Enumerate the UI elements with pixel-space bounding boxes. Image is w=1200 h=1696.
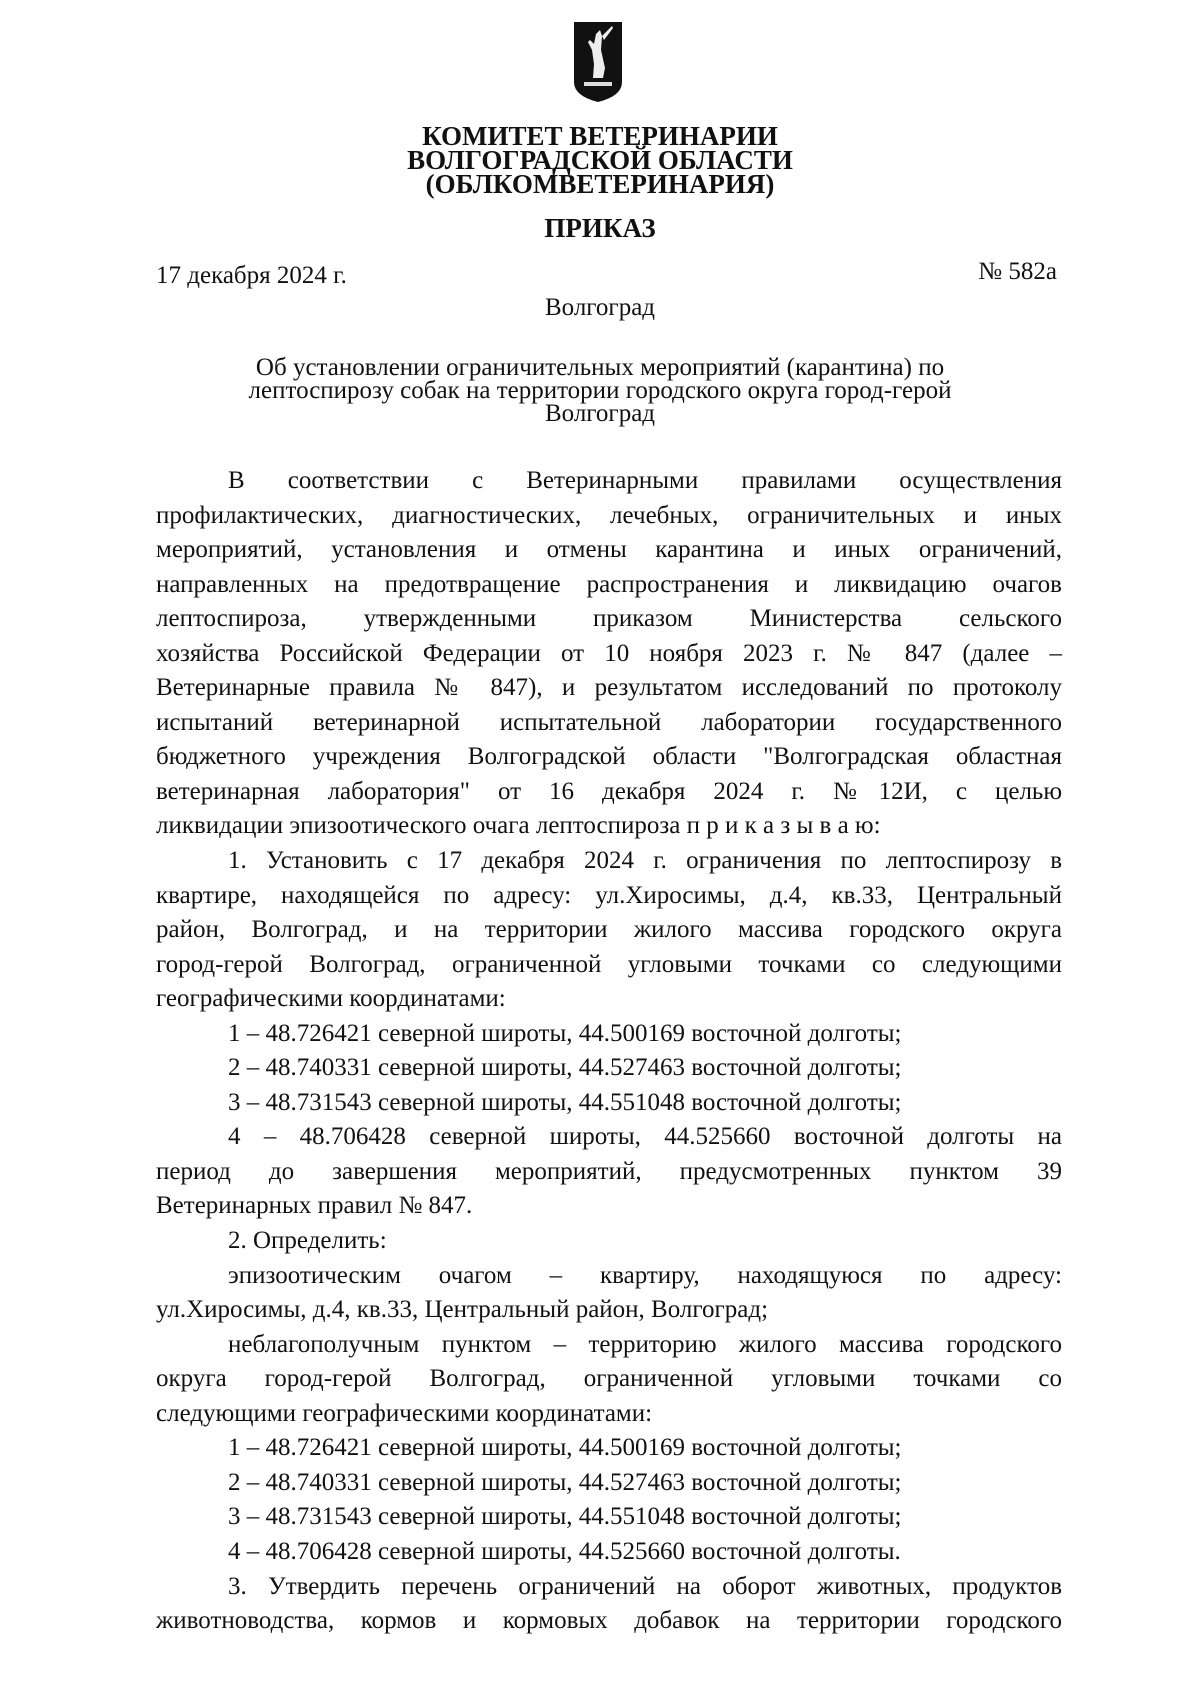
title-line-1: Об установлении ограничительных мероприятий (карантина) по bbox=[255, 354, 945, 381]
body-line: географическими координатами: bbox=[156, 985, 506, 1013]
body-line: район, Волгоград, и на территории жилого массива городского округа bbox=[156, 916, 1062, 944]
body-line: профилактических, диагностических, лечебных, ограничительных и иных bbox=[156, 501, 1062, 529]
body-line: 2 – 48.740331 северной широты, 44.527463 восточной долготы; bbox=[228, 1054, 902, 1082]
organization-name bbox=[0, 121, 1200, 199]
body-line: лептоспироза, утвержденными приказом Министерства сельского bbox=[156, 605, 1062, 633]
document-date: 17 декабря 2024 г. bbox=[156, 262, 347, 289]
body-line: период до завершения мероприятий, предусмотренных пунктом 39 bbox=[156, 1157, 1062, 1185]
body-line: ветеринарная лаборатория" от 16 декабря 2024 г. №12И, с целью bbox=[156, 777, 1062, 805]
org-line-1: КОМИТЕТ ВЕТЕРИНАРИИ bbox=[422, 121, 778, 151]
body-line: ул.Хиросимы, д.4, кв.33, Центральный район, Волгоград; bbox=[156, 1296, 769, 1324]
org-line-2: ВОЛГОГРАДСКОЙ ОБЛАСТИ bbox=[407, 145, 793, 175]
body-line: округа город-герой Волгоград, ограниченной угловыми точками со bbox=[156, 1365, 1062, 1393]
body-line: 1 – 48.726421 северной широты, 44.500169 восточной долготы; bbox=[228, 1019, 902, 1047]
body-line: направленных на предотвращение распространения и ликвидацию очагов bbox=[156, 570, 1062, 598]
body-line: город-герой Волгоград, ограниченной угловыми точками со следующими bbox=[156, 950, 1062, 978]
body-line: 4 – 48.706428 северной широты, 44.525660 восточной долготы на bbox=[228, 1123, 1062, 1151]
body-line: животноводства, кормов и кормовых добавок на территории городского bbox=[156, 1607, 1062, 1635]
document-type: ПРИКАЗ bbox=[544, 213, 656, 243]
org-line-3: (ОБЛКОМВЕТЕРИНАРИЯ) bbox=[425, 169, 775, 199]
body-line: неблагополучным пунктом – территорию жилого массива городского bbox=[228, 1330, 1062, 1358]
body-line: В соответствии с Ветеринарными правилами осуществления bbox=[228, 467, 1062, 494]
body-line: мероприятий, установления и отмены карантина и иных ограничений, bbox=[156, 536, 1062, 564]
body-line: Ветеринарные правила № 847), и результатом исследований по протоколу bbox=[156, 674, 1062, 702]
body-line: 3 – 48.731543 северной широты, 44.551048 восточной долготы; bbox=[228, 1088, 902, 1116]
body-line: хозяйства Российской Федерации от 10 ноября 2023 г. № 847 (далее – bbox=[156, 639, 1062, 667]
body-line: Ветеринарных правил № 847. bbox=[156, 1192, 473, 1220]
document-title bbox=[180, 356, 1020, 425]
body-line: 3. Утвердить перечень ограничений на оборот животных, продуктов bbox=[228, 1572, 1062, 1600]
body-line: 4 – 48.706428 северной широты, 44.525660 восточной долготы. bbox=[228, 1537, 901, 1565]
body-line: 3 – 48.731543 северной широты, 44.551048 восточной долготы; bbox=[228, 1503, 902, 1531]
coat-of-arms-emblem-icon bbox=[572, 20, 624, 104]
body-line: 1. Установить с 17 декабря 2024 г. ограничения по лептоспирозу в bbox=[228, 847, 1062, 875]
body-line: 2 – 48.740331 северной широты, 44.527463 восточной долготы; bbox=[228, 1468, 902, 1496]
title-line-2: лептоспирозу собак на территории городского округа город-герой bbox=[248, 377, 952, 404]
body-line: 1 – 48.726421 северной широты, 44.500169 восточной долготы; bbox=[228, 1434, 902, 1462]
body-line: испытаний ветеринарной испытательной лаборатории государственного bbox=[156, 708, 1062, 736]
body-line: бюджетного учреждения Волгоградской области "Волгоградская областная bbox=[156, 743, 1062, 771]
body-line: эпизоотическим очагом – квартиру, находящуюся по адресу: bbox=[228, 1261, 1062, 1289]
document-body bbox=[156, 464, 1062, 1639]
body-line: 2. Определить: bbox=[228, 1227, 387, 1255]
body-line: ликвидации эпизоотического очага лептоспироза п р и к а з ы в а ю: bbox=[156, 812, 881, 840]
document-city: Волгоград bbox=[544, 294, 656, 321]
body-line: следующими географическими координатами: bbox=[156, 1399, 653, 1427]
body-line: квартире, находящейся по адресу: ул.Хиросимы, д.4, кв.33, Центральный bbox=[156, 881, 1062, 909]
title-line-3: Волгоград bbox=[544, 400, 656, 427]
document-number: № 582а bbox=[978, 258, 1057, 285]
